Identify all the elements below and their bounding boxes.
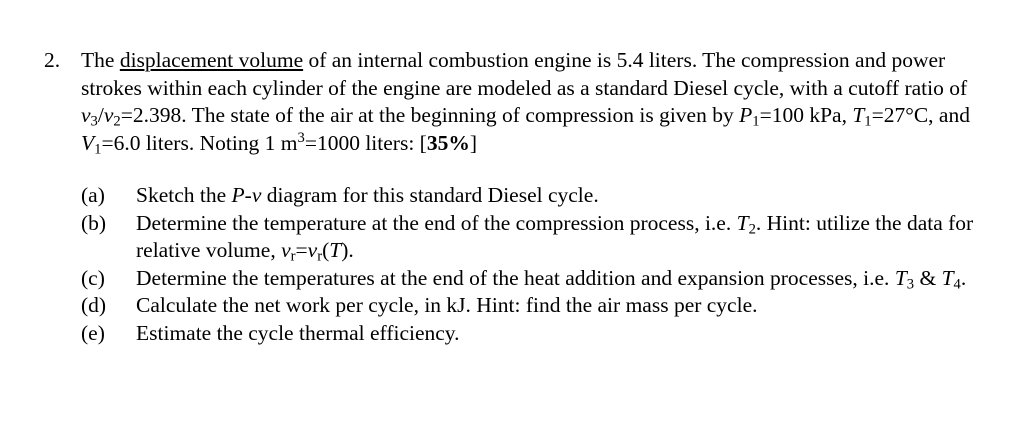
marks-value: 35%: [426, 130, 470, 155]
v3-symbol: v: [81, 103, 91, 127]
part-label: (c): [81, 265, 105, 290]
problem-2: [44, 47, 994, 347]
question-body: The displacement volume of an internal combustion engine is 5.4 liters. The compression and power strokes within each cylinder of the engine are modeled as a standard Diesel cycle, with a cutoff ratio of $v_3/v_2=2.398$. The state of the air at the beginning of compression is given by $P_1=100$ kPa, $T_1=27^\circ C$, and $V_1=6.0$ liters. Noting 1 $m^3=1000$ liters: [35%]: [81, 48, 970, 158]
part-e: (e) Estimate the cycle thermal efficiency.: [81, 320, 994, 348]
t4-symbol: T: [941, 265, 954, 290]
intro-prefix: The: [81, 48, 115, 72]
part-a: (a) Sketch the P-v diagram for this standard Diesel cycle.: [81, 182, 994, 210]
v1-symbol: V: [81, 130, 95, 155]
pv-symbol: P-v: [231, 183, 262, 207]
t2-symbol: T: [736, 210, 749, 235]
part-label: (b): [81, 210, 107, 235]
v1-value: =6.0 liters. Noting 1 m: [101, 130, 298, 155]
part-label: (a): [81, 183, 105, 207]
intro-rest: of an internal combustion engine is 5.4 liters. The compression and power strokes within each cylinder of the engine are modeled as a standard Diesel cycle, with a cutoff ratio of: [81, 48, 968, 100]
conversion-text: =1000 liters: [: [304, 130, 427, 155]
p1-symbol: P: [739, 103, 753, 127]
underlined-term: displacement volume: [119, 48, 304, 72]
part-c: (c) Determine the temperatures at the end of the heat addition and expansion processes, i.e. $T_3$ & $T_4$.: [81, 265, 967, 293]
sub-questions: [81, 182, 994, 347]
cube-superscript: 3: [297, 129, 305, 146]
part-d: (d) Calculate the net work per cycle, in kJ. Hint: find the air mass per cycle.: [81, 292, 994, 320]
v2-symbol: v: [103, 103, 114, 127]
part-label: (d): [81, 293, 107, 317]
state-text: . The state of the air at the beginning of compression is given by: [181, 103, 734, 127]
t3-symbol: T: [894, 265, 907, 290]
t1-value: =27°C, and: [871, 103, 970, 127]
question-number: 2.: [44, 48, 61, 72]
cutoff-value: =2.398: [120, 103, 182, 127]
p1-value: =100 kPa,: [759, 103, 847, 127]
t1-symbol: T: [852, 103, 865, 127]
part-label: (e): [81, 320, 105, 345]
part-b: (b) Determine the temperature at the end of the compression process, i.e. $T_2$. Hint: utilize the data for relative volume, $v_r=v_r(T)$.: [81, 210, 974, 265]
